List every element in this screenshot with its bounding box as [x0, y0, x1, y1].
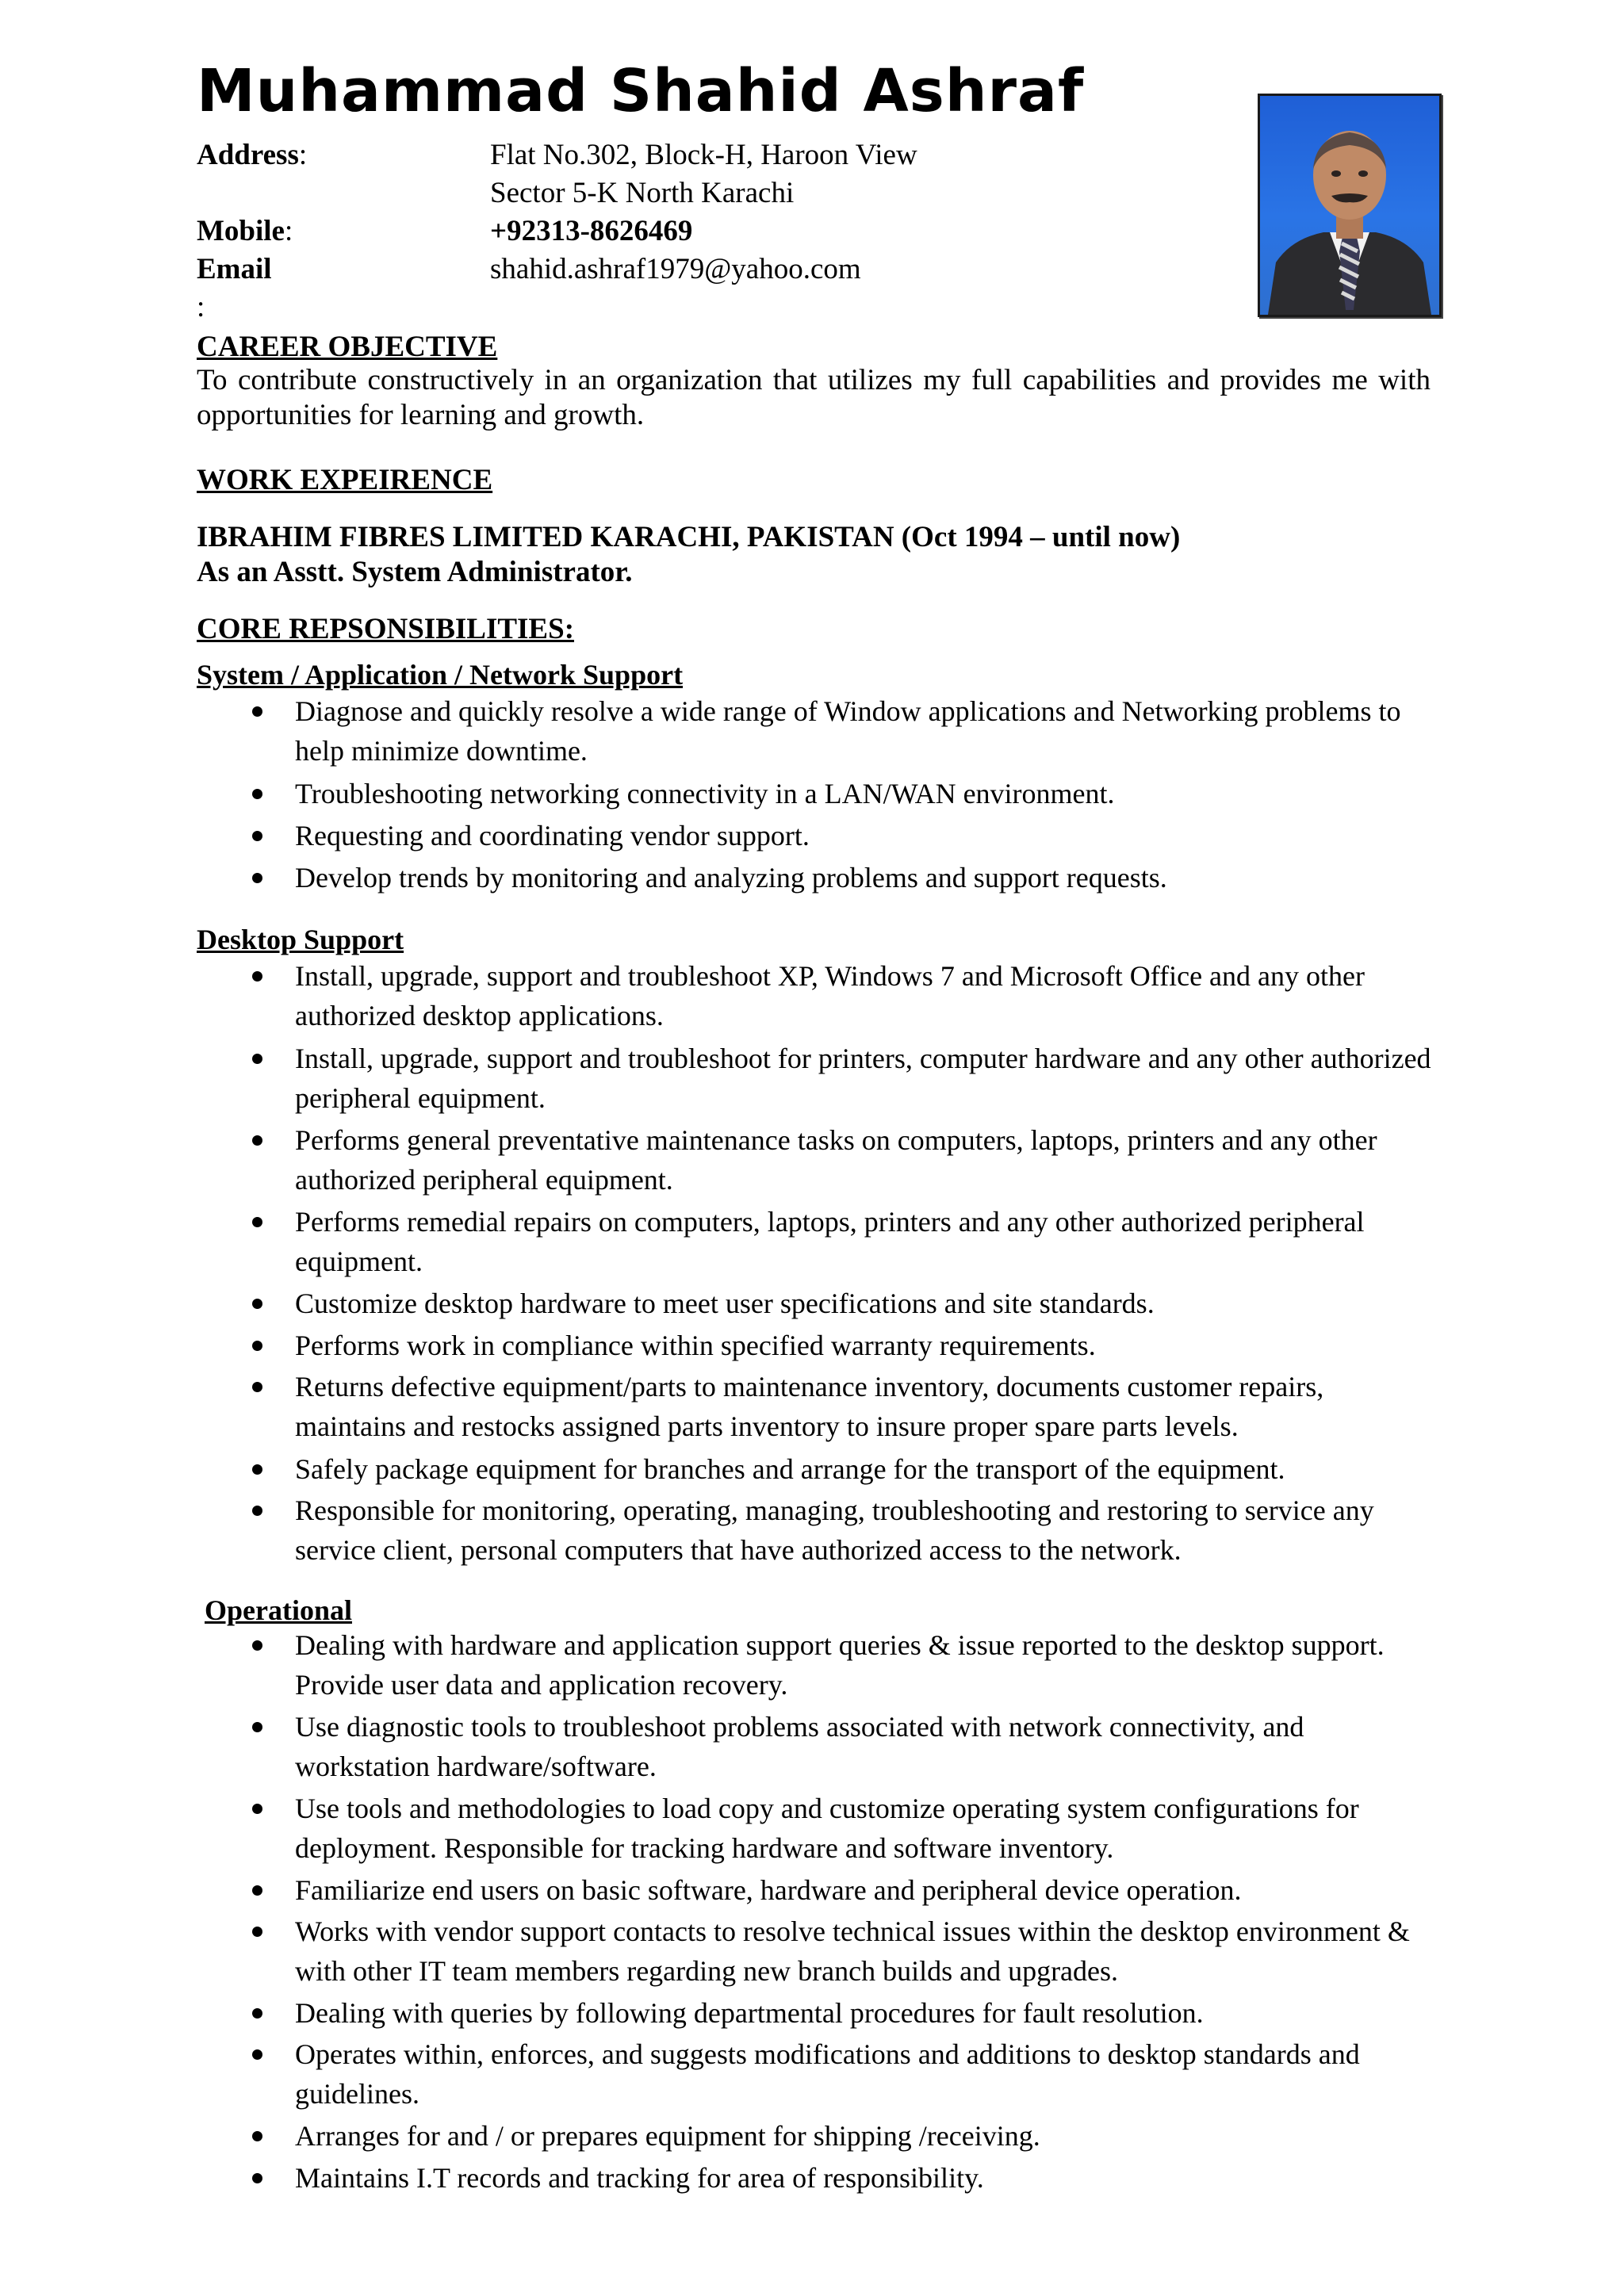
bullet-icon	[252, 971, 262, 982]
bullet-icon	[252, 1885, 262, 1896]
mobile-value: +92313-8626469	[490, 215, 693, 247]
email-label-wrap	[197, 251, 272, 327]
resume-page: Muhammad Shahid Ashraf Address: Flat No.302, Block-H, Haroon View Sector 5-K North Karachi Mobile: +92313-8626469 Email : shahid.ashraf1979@yahoo.com CAREER OBJECTIVE To contribute constructively in an organization that utilizes my full capabilities and provides me with opportunities for learning and growth. WORK EXPEIRENCE IBRAHIM FIBRES LIMITED KARACHI, PAKISTAN (Oct 1994 – until now) As an Asstt. System Administrator. CORE REPSONSIBILITIES: System / Application / Network Support Diagnose and quickly resolve a wide range of Window applications and Networking problems to help minimize downtime. Troubleshooting networking connectivity in a LAN/WAN environment. Requesting and coordinating vendor support. Develop trends by monitoring and analyzing problems and support requests. Desktop Support Install, upgrade, support and troubleshoot XP, Windows 7 and Microsoft Office and any other authorized desktop applications. Install, upgrade, support and troubleshoot for printers, computer hardware and any other authorized peripheral equipment. Performs general preventative maintenance tasks on computers, laptops, printers and any other authorized peripheral equipment. Performs remedial repairs on computers, laptops, printers and any other authorized peripheral equipment. Customize desktop hardware to meet user specifications and site standards. Performs work in compliance within specified warranty requirements. Returns defective equipment/parts to maintenance inventory, documents customer repairs, maintains and restocks assigned parts inventory to insure proper spare parts levels. Safely package equipment for branches and arrange for the transport of the equipment. Responsible for monitoring, operating, managing, troubleshooting and restoring to service any service client, personal computers that have authorized access to the network. Operational Dealing with hardware and application support queries & issue reported to the desktop support. Provide user data and application recovery. Use diagnostic tools to troubleshoot problems associated with network connectivity, and workstation hardware/software. Use tools and methodologies to load copy and customize operating system configurations for deployment. Responsible for tracking hardware and software inventory. Familiarize end users on basic software, hardware and peripheral device operation. Works with vendor support contacts to resolve technical issues within the desktop environment & with other IT team members regarding new branch builds and upgrades. Dealing with queries by following departmental procedures for fault resolution. Operates within, enforces, and suggests modifications and additions to desktop standards and guidelines. Arranges for and / or prepares equipment for shipping /receiving. Maintains I.T records and tracking for area of responsibility.	[0, 0, 1624, 2296]
career-objective-text: To contribute constructively in an organization that utilizes my full capabilities and provides me with opportunities for learning and growth.	[197, 364, 1431, 431]
bullet-icon	[252, 831, 262, 841]
core-responsibilities-heading: CORE REPSONSIBILITIES:	[197, 613, 575, 645]
mobile-label-wrap	[197, 212, 293, 251]
email-colon: :	[197, 291, 205, 323]
bullet-icon	[252, 1135, 262, 1146]
email-value: shahid.ashraf1979@yahoo.com	[490, 253, 861, 285]
bullet-icon	[252, 2173, 262, 2183]
operational-heading: Operational	[205, 1594, 352, 1626]
desktop-support-heading: Desktop Support	[197, 924, 404, 955]
career-objective-heading: CAREER OBJECTIVE	[197, 331, 498, 363]
bullet-icon	[252, 2049, 262, 2060]
address-line-2: Sector 5-K North Karachi	[490, 177, 795, 209]
bullet-icon	[252, 706, 262, 717]
bullet-icon	[252, 1054, 262, 1064]
portrait-illustration	[1260, 96, 1439, 315]
bullet-icon	[252, 2008, 262, 2019]
address-label: Address	[197, 139, 299, 171]
bullet-icon	[252, 789, 262, 799]
bullet-icon	[252, 873, 262, 883]
address-line-1: Flat No.302, Block-H, Haroon View	[490, 139, 917, 171]
bullet-icon	[252, 1341, 262, 1351]
email-label: Email	[197, 253, 272, 285]
bullet-icon	[252, 1464, 262, 1475]
mobile-colon: :	[284, 215, 293, 247]
bullet-icon	[252, 1506, 262, 1516]
role-line: As an Asstt. System Administrator.	[197, 556, 633, 588]
work-experience-heading: WORK EXPEIRENCE	[197, 464, 493, 496]
bullet-icon	[252, 1804, 262, 1814]
bullet-icon	[252, 1217, 262, 1227]
system-support-heading: System / Application / Network Support	[197, 659, 684, 691]
bullet-icon	[252, 1299, 262, 1309]
bullet-icon	[252, 2131, 262, 2141]
employer-line: IBRAHIM FIBRES LIMITED KARACHI, PAKISTAN (Oct 1994 – until now)	[197, 521, 1181, 553]
profile-photo	[1258, 94, 1442, 317]
bullet-icon	[252, 1927, 262, 1937]
address-colon: :	[298, 139, 308, 171]
bullet-icon	[252, 1722, 262, 1732]
candidate-name: Muhammad Shahid Ashraf	[197, 57, 1085, 125]
bullet-icon	[252, 1640, 262, 1651]
bullet-icon	[252, 1382, 262, 1392]
mobile-label: Mobile	[197, 215, 285, 247]
address-label-wrap	[197, 136, 307, 174]
